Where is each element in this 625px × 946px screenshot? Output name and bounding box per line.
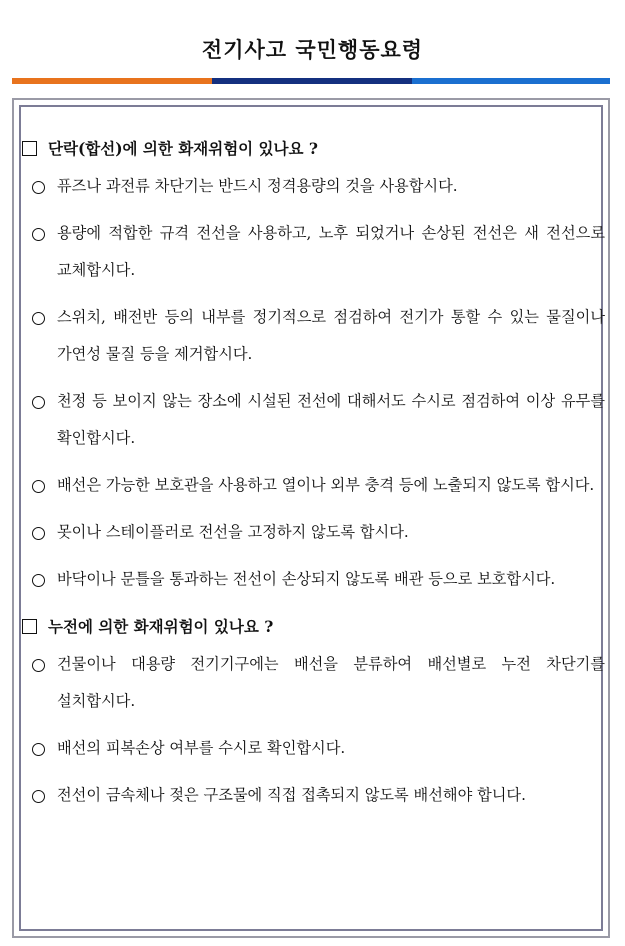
- bar-segment-blue: [412, 78, 610, 84]
- circle-bullet-icon: [32, 790, 45, 803]
- list-item-text: 스위치, 배전반 등의 내부를 정기적으로 점검하여 전기가 통할 수 있는 물질이나 가연성 물질 등을 제거합시다.: [57, 308, 605, 363]
- list-item-text: 배선은 가능한 보호관을 사용하고 열이나 외부 충격 등에 노출되지 않도록 합시다.: [57, 476, 595, 494]
- section-heading-text: 단락(합선)에 의한 화재위험이 있나요 ?: [48, 139, 318, 158]
- list-item: [22, 514, 605, 551]
- section-electric-leakage: [22, 612, 605, 814]
- bar-segment-navy: [212, 78, 412, 84]
- list-item: [22, 646, 605, 720]
- list-item: [22, 299, 605, 373]
- content-body: [22, 134, 605, 814]
- list-item: [22, 383, 605, 457]
- circle-bullet-icon: [32, 659, 45, 672]
- list-item-text: 천정 등 보이지 않는 장소에 시설된 전선에 대해서도 수시로 점검하여 이상 유무를 확인합시다.: [57, 392, 605, 447]
- list-item-text: 못이나 스테이플러로 전선을 고정하지 않도록 합시다.: [57, 523, 409, 541]
- circle-bullet-icon: [32, 743, 45, 756]
- page-title: 전기사고 국민행동요령: [201, 38, 424, 62]
- title-underline-bar: [12, 78, 610, 84]
- list-item-text: 바닥이나 문틀을 통과하는 전선이 손상되지 않도록 배관 등으로 보호합시다.: [57, 570, 556, 588]
- circle-bullet-icon: [32, 480, 45, 493]
- circle-bullet-icon: [32, 312, 45, 325]
- list-item-text: 용량에 적합한 규격 전선을 사용하고, 노후 되었거나 손상된 전선은 새 전선으로 교체합시다.: [57, 224, 605, 279]
- section-short-circuit: [22, 134, 605, 598]
- list-item-text: 전선이 금속체나 젖은 구조물에 직접 접촉되지 않도록 배선해야 합니다.: [57, 786, 526, 804]
- list-item: [22, 467, 605, 504]
- circle-bullet-icon: [32, 574, 45, 587]
- bar-segment-orange: [12, 78, 212, 84]
- list-item: [22, 168, 605, 205]
- circle-bullet-icon: [32, 181, 45, 194]
- checkbox-square-icon: [22, 141, 37, 156]
- list-item: [22, 215, 605, 289]
- list-item: [22, 730, 605, 767]
- circle-bullet-icon: [32, 527, 45, 540]
- section-heading: [22, 134, 605, 162]
- checkbox-square-icon: [22, 619, 37, 634]
- list-item-text: 배선의 피복손상 여부를 수시로 확인합시다.: [57, 739, 346, 757]
- list-item: [22, 561, 605, 598]
- list-item-text: 건물이나 대용량 전기기구에는 배선을 분류하여 배선별로 누전 차단기를 설치합시다.: [57, 655, 605, 710]
- list-item: [22, 777, 605, 814]
- section-heading-text: 누전에 의한 화재위험이 있나요 ?: [48, 617, 274, 636]
- list-item-text: 퓨즈나 과전류 차단기는 반드시 정격용량의 것을 사용합시다.: [57, 177, 458, 195]
- circle-bullet-icon: [32, 396, 45, 409]
- circle-bullet-icon: [32, 228, 45, 241]
- section-heading: [22, 612, 605, 640]
